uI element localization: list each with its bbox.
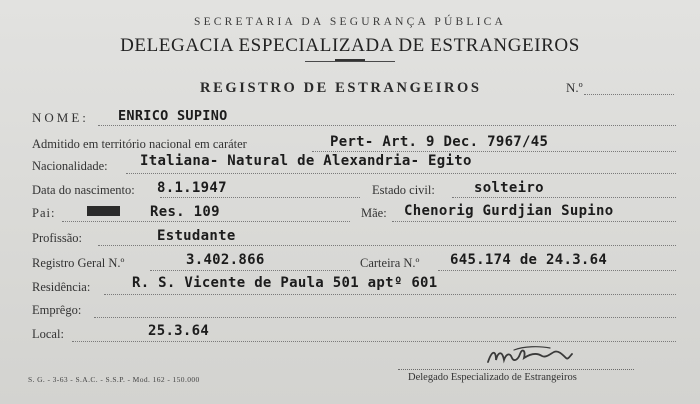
nascimento-line	[160, 197, 360, 198]
header-divider-accent	[335, 59, 365, 61]
registro-value: 3.402.866	[186, 252, 265, 268]
admitido-label: Admitido em território nacional em caráter	[32, 137, 247, 151]
estado-civil-label: Estado civil:	[372, 183, 435, 197]
estado-civil-line	[452, 197, 676, 198]
number-line	[584, 94, 674, 95]
department-heading: DELEGACIA ESPECIALIZADA DE ESTRANGEIROS	[120, 35, 580, 56]
profissao-value: Estudante	[157, 228, 236, 244]
nascimento-label: Data do nascimento:	[32, 183, 135, 197]
nome-line	[98, 125, 676, 126]
mae-label: Mãe:	[361, 206, 387, 220]
pai-line	[62, 221, 350, 222]
redaction-mark	[87, 206, 120, 216]
pai-value: Res. 109	[150, 204, 220, 220]
carteira-label: Carteira N.º	[360, 256, 420, 270]
local-label: Local:	[32, 327, 64, 341]
admitido-line	[312, 151, 676, 152]
registro-line	[150, 270, 350, 271]
local-value: 25.3.64	[148, 323, 210, 339]
nacionalidade-label: Nacionalidade:	[32, 159, 108, 173]
carteira-line	[438, 270, 676, 271]
admitido-value: Pert- Art. 9 Dec. 7967/45	[330, 134, 549, 150]
nome-value: ENRICO SUPINO	[118, 108, 228, 124]
residencia-value: R. S. Vicente de Paula 501 aptº 601	[132, 275, 438, 291]
carteira-value: 645.174 de 24.3.64	[450, 252, 608, 268]
signature-caption: Delegado Especializado de Estrangeiros	[408, 372, 577, 383]
local-line	[72, 341, 676, 342]
estado-civil-value: solteiro	[474, 180, 544, 196]
residencia-line	[104, 294, 676, 295]
official-signature	[484, 344, 576, 370]
emprego-label: Emprêgo:	[32, 303, 82, 317]
nacionalidade-line	[126, 173, 676, 174]
header-divider	[305, 61, 395, 62]
nacionalidade-value: Italiana- Natural de Alexandria- Egito	[140, 153, 472, 169]
profissao-label: Profissão:	[32, 231, 82, 245]
mae-value: Chenorig Gurdjian Supino	[404, 203, 614, 219]
profissao-line	[98, 245, 676, 246]
nascimento-value: 8.1.1947	[157, 180, 227, 196]
emprego-line	[94, 317, 676, 318]
registro-label: Registro Geral N.º	[32, 256, 125, 270]
form-title: REGISTRO DE ESTRANGEIROS	[200, 80, 482, 96]
pai-label: Pai:	[32, 206, 56, 220]
signature-line	[398, 369, 634, 370]
nome-label: NOME:	[32, 110, 89, 125]
agency-heading: SECRETARIA DA SEGURANÇA PÚBLICA	[193, 16, 507, 28]
number-label: N.º	[566, 80, 583, 95]
mae-line	[392, 221, 676, 222]
residencia-label: Residência:	[32, 280, 91, 294]
form-code: S. G. - 3-63 - S.A.C. - S.S.P. - Mod. 162 - 150.000	[28, 375, 200, 384]
